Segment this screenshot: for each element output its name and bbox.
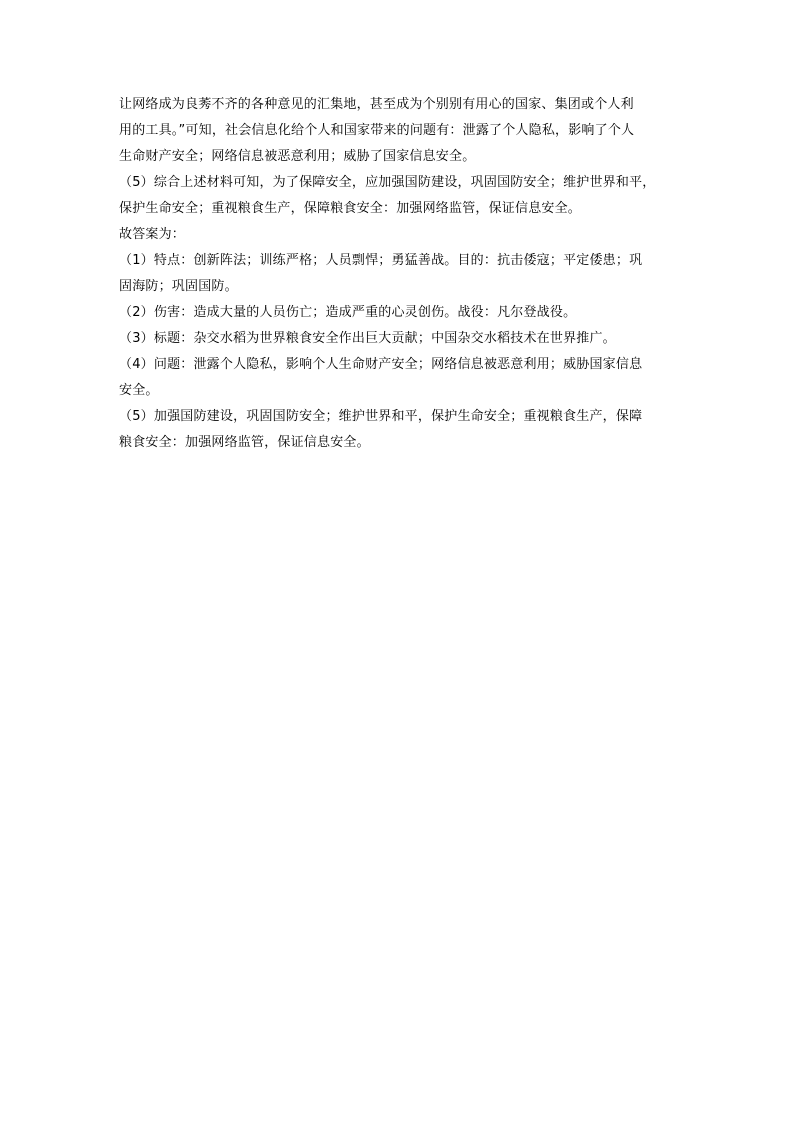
answer-line: （1）特点：创新阵法；训练严格；人员剽悍；勇猛善战。目的：抗击倭寇；平定倭患；巩: [119, 253, 643, 268]
text-line: 生命财产安全；网络信息被恶意利用；威胁了国家信息安全。: [119, 149, 476, 164]
answer-line: 固海防；巩固国防。: [119, 279, 238, 294]
document-body: [119, 92, 689, 456]
answer-heading: 故答案为：: [119, 227, 186, 242]
answer-line: （4）问题：泄露个人隐私，影响个人生命财产安全；网络信息被恶意利用；威胁国家信息: [119, 357, 643, 372]
text-line: 让网络成为良莠不齐的各种意见的汇集地，甚至成为个别别有用心的国家、集团或个人利: [119, 97, 634, 112]
answer-line: 粮食安全：加强网络监管，保证信息安全。: [119, 435, 370, 450]
answer-line: （2）伤害：造成大量的人员伤亡；造成严重的心灵创伤。战役：凡尔登战役。: [119, 305, 577, 320]
answer-line: 安全。: [119, 383, 159, 398]
answer-line: （3）标题：杂交水稻为世界粮食安全作出巨大贡献；中国杂交水稻技术在世界推广。: [119, 331, 616, 346]
answer-line: （5）加强国防建设，巩固国防安全；维护世界和平，保护生命安全；重视粮食生产，保障: [119, 409, 643, 424]
text-line: （5）综合上述材料可知，为了保障安全，应加强国防建设，巩固国防安全；维护世界和平，: [119, 175, 656, 190]
text-line: 保护生命安全；重视粮食生产，保障粮食安全：加强网络监管，保证信息安全。: [119, 201, 582, 216]
text-line: 用的工具。”可知，社会信息化给个人和国家带来的问题有：泄露了个人隐私，影响了个人: [119, 123, 635, 138]
